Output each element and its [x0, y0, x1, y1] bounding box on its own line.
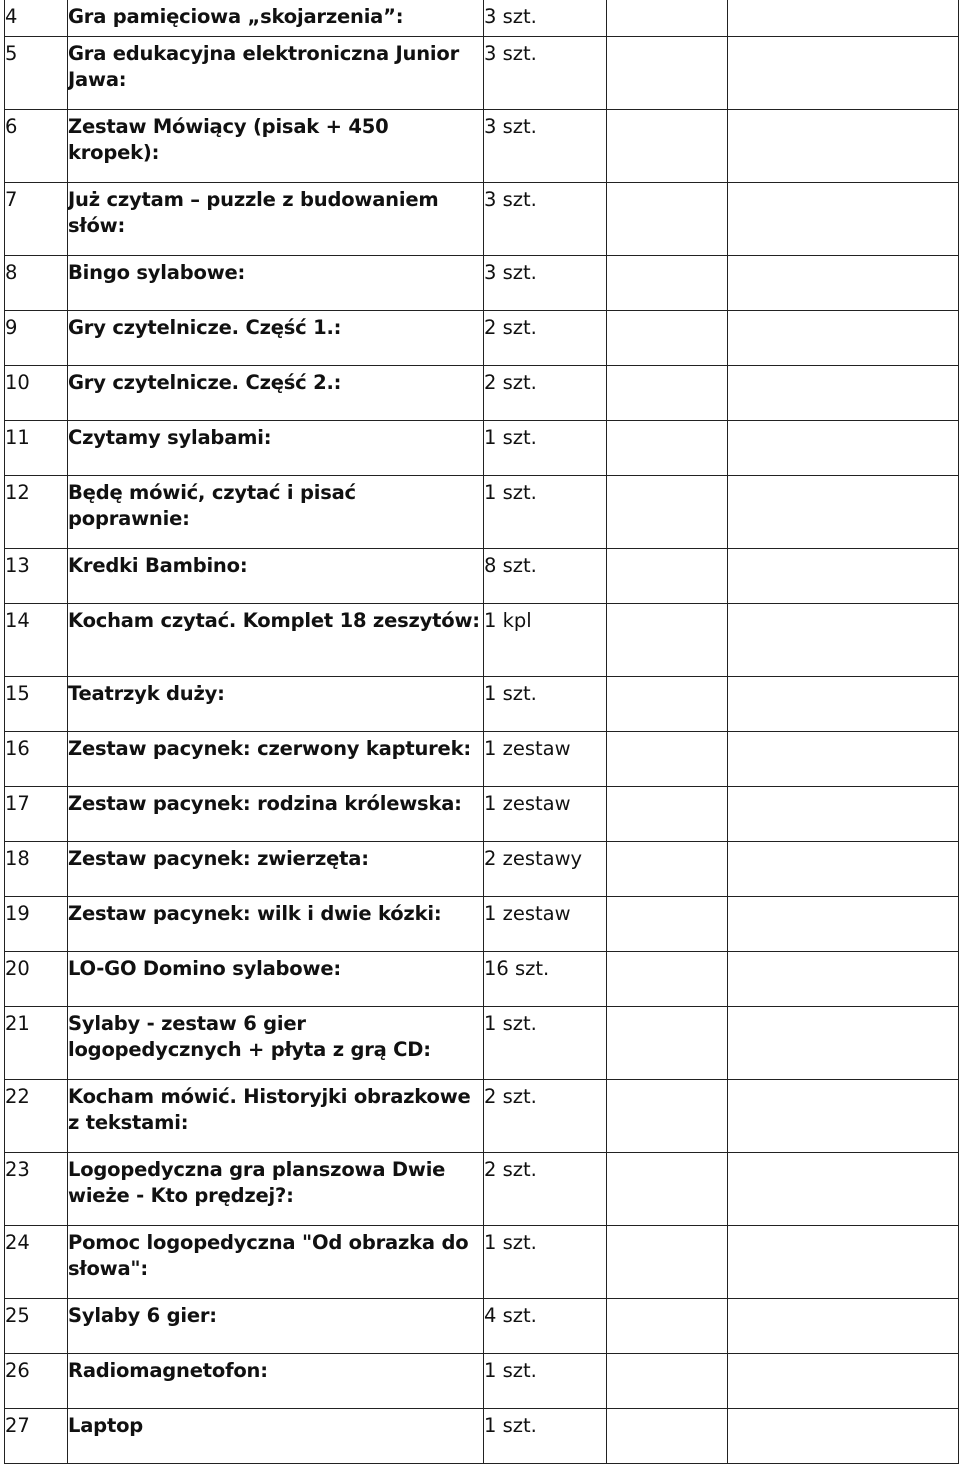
row-number: 9	[5, 311, 68, 366]
item-name: Zestaw pacynek: wilk i dwie kózki:	[68, 897, 484, 952]
empty-cell	[728, 787, 959, 842]
row-number: 18	[5, 842, 68, 897]
empty-cell	[607, 256, 728, 311]
empty-cell	[728, 421, 959, 476]
row-number: 23	[5, 1153, 68, 1226]
item-name: Gry czytelnicze. Część 2.:	[68, 366, 484, 421]
table-row	[5, 1080, 959, 1153]
row-number: 26	[5, 1354, 68, 1409]
table-row	[5, 549, 959, 604]
item-name: Kocham czytać. Komplet 18 zeszytów:	[68, 604, 484, 677]
item-name: Logopedyczna gra planszowa Dwie wieże - Kto prędzej?:	[68, 1153, 484, 1226]
row-number: 5	[5, 37, 68, 110]
empty-cell	[728, 732, 959, 787]
table-row	[5, 421, 959, 476]
row-number: 4	[5, 0, 68, 37]
empty-cell	[607, 476, 728, 549]
table-row	[5, 1409, 959, 1464]
item-name: Kocham mówić. Historyjki obrazkowe z tekstami:	[68, 1080, 484, 1153]
empty-cell	[607, 0, 728, 37]
item-quantity: 3 szt.	[484, 37, 607, 110]
item-quantity: 1 szt.	[484, 1409, 607, 1464]
table-row	[5, 0, 959, 37]
item-quantity: 2 szt.	[484, 366, 607, 421]
empty-cell	[728, 1080, 959, 1153]
item-name: Bingo sylabowe:	[68, 256, 484, 311]
empty-cell	[607, 549, 728, 604]
empty-cell	[728, 476, 959, 549]
item-quantity: 1 szt.	[484, 1007, 607, 1080]
item-quantity: 3 szt.	[484, 0, 607, 37]
row-number: 6	[5, 110, 68, 183]
empty-cell	[728, 1007, 959, 1080]
empty-cell	[607, 1354, 728, 1409]
empty-cell	[728, 1299, 959, 1354]
item-name: Zestaw pacynek: rodzina królewska:	[68, 787, 484, 842]
empty-cell	[607, 842, 728, 897]
item-quantity: 1 kpl	[484, 604, 607, 677]
empty-cell	[607, 37, 728, 110]
table-row	[5, 476, 959, 549]
empty-cell	[607, 366, 728, 421]
row-number: 14	[5, 604, 68, 677]
empty-cell	[728, 183, 959, 256]
row-number: 7	[5, 183, 68, 256]
empty-cell	[728, 1409, 959, 1464]
item-quantity: 1 szt.	[484, 1354, 607, 1409]
empty-cell	[728, 604, 959, 677]
item-name: Będę mówić, czytać i pisać poprawnie:	[68, 476, 484, 549]
item-name: Pomoc logopedyczna "Od obrazka do słowa":	[68, 1226, 484, 1299]
item-name: Teatrzyk duży:	[68, 677, 484, 732]
row-number: 27	[5, 1409, 68, 1464]
empty-cell	[607, 787, 728, 842]
empty-cell	[607, 732, 728, 787]
item-quantity: 2 zestawy	[484, 842, 607, 897]
item-quantity: 2 szt.	[484, 1153, 607, 1226]
empty-cell	[728, 952, 959, 1007]
item-quantity: 2 szt.	[484, 1080, 607, 1153]
item-quantity: 1 szt.	[484, 421, 607, 476]
item-name: Sylaby 6 gier:	[68, 1299, 484, 1354]
table-row	[5, 897, 959, 952]
item-name: Gra pamięciowa „skojarzenia”:	[68, 0, 484, 37]
table-row	[5, 110, 959, 183]
item-quantity: 3 szt.	[484, 183, 607, 256]
empty-cell	[607, 1299, 728, 1354]
empty-cell	[728, 311, 959, 366]
table-row	[5, 842, 959, 897]
item-name: Gra edukacyjna elektroniczna Junior Jawa:	[68, 37, 484, 110]
item-quantity: 1 szt.	[484, 677, 607, 732]
empty-cell	[607, 110, 728, 183]
empty-cell	[607, 952, 728, 1007]
empty-cell	[728, 1153, 959, 1226]
row-number: 25	[5, 1299, 68, 1354]
empty-cell	[728, 1226, 959, 1299]
empty-cell	[607, 677, 728, 732]
table-row	[5, 1354, 959, 1409]
item-name: Zestaw pacynek: czerwony kapturek:	[68, 732, 484, 787]
table-row	[5, 1299, 959, 1354]
item-quantity: 1 zestaw	[484, 787, 607, 842]
item-name: Laptop	[68, 1409, 484, 1464]
empty-cell	[728, 842, 959, 897]
table-row	[5, 1226, 959, 1299]
empty-cell	[728, 0, 959, 37]
table-row	[5, 1007, 959, 1080]
row-number: 8	[5, 256, 68, 311]
row-number: 19	[5, 897, 68, 952]
item-name: Radiomagnetofon:	[68, 1354, 484, 1409]
empty-cell	[607, 1080, 728, 1153]
empty-cell	[607, 1007, 728, 1080]
item-name: Czytamy sylabami:	[68, 421, 484, 476]
empty-cell	[728, 549, 959, 604]
empty-cell	[607, 1409, 728, 1464]
empty-cell	[728, 366, 959, 421]
item-quantity: 1 zestaw	[484, 897, 607, 952]
item-name: Zestaw Mówiący (pisak + 450 kropek):	[68, 110, 484, 183]
empty-cell	[728, 1354, 959, 1409]
row-number: 21	[5, 1007, 68, 1080]
empty-cell	[728, 677, 959, 732]
empty-cell	[728, 897, 959, 952]
item-quantity: 4 szt.	[484, 1299, 607, 1354]
row-number: 20	[5, 952, 68, 1007]
row-number: 16	[5, 732, 68, 787]
row-number: 11	[5, 421, 68, 476]
item-quantity: 3 szt.	[484, 256, 607, 311]
empty-cell	[607, 421, 728, 476]
item-name: LO-GO Domino sylabowe:	[68, 952, 484, 1007]
table-row	[5, 1153, 959, 1226]
row-number: 10	[5, 366, 68, 421]
table-row	[5, 732, 959, 787]
table-row	[5, 256, 959, 311]
empty-cell	[607, 183, 728, 256]
empty-cell	[607, 1153, 728, 1226]
table-row	[5, 604, 959, 677]
item-name: Zestaw pacynek: zwierzęta:	[68, 842, 484, 897]
item-quantity: 8 szt.	[484, 549, 607, 604]
table-row	[5, 677, 959, 732]
empty-cell	[728, 256, 959, 311]
item-quantity: 1 szt.	[484, 1226, 607, 1299]
item-name: Kredki Bambino:	[68, 549, 484, 604]
empty-cell	[607, 604, 728, 677]
row-number: 17	[5, 787, 68, 842]
item-name: Już czytam – puzzle z budowaniem słów:	[68, 183, 484, 256]
table-row	[5, 366, 959, 421]
table-row	[5, 183, 959, 256]
item-name: Sylaby - zestaw 6 gier logopedycznych + płyta z grą CD:	[68, 1007, 484, 1080]
item-quantity: 3 szt.	[484, 110, 607, 183]
empty-cell	[607, 1226, 728, 1299]
row-number: 22	[5, 1080, 68, 1153]
table-row	[5, 311, 959, 366]
empty-cell	[607, 897, 728, 952]
row-number: 13	[5, 549, 68, 604]
row-number: 24	[5, 1226, 68, 1299]
item-quantity: 2 szt.	[484, 311, 607, 366]
table-row	[5, 787, 959, 842]
empty-cell	[728, 37, 959, 110]
row-number: 12	[5, 476, 68, 549]
table-row	[5, 952, 959, 1007]
empty-cell	[607, 311, 728, 366]
item-name: Gry czytelnicze. Część 1.:	[68, 311, 484, 366]
item-quantity: 1 zestaw	[484, 732, 607, 787]
table-row	[5, 37, 959, 110]
empty-cell	[728, 110, 959, 183]
items-table	[4, 0, 959, 1464]
item-quantity: 1 szt.	[484, 476, 607, 549]
row-number: 15	[5, 677, 68, 732]
item-quantity: 16 szt.	[484, 952, 607, 1007]
